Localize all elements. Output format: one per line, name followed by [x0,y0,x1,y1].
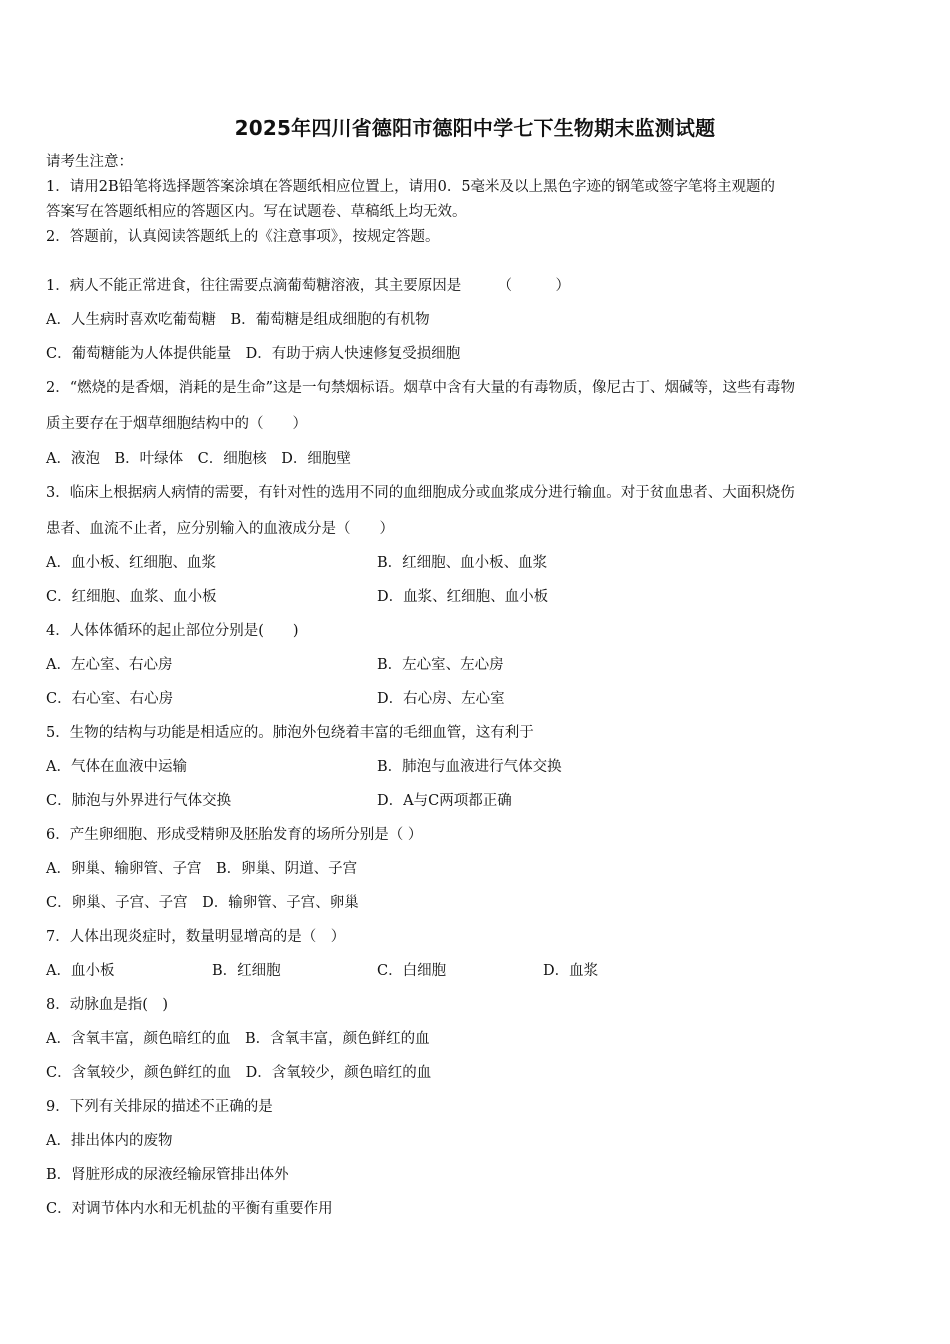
q7-stem: 7．人体出现炎症时，数量明显增高的是（ ） [46,929,346,945]
q3-stem-line-2: 患者、血流不止者，应分别输入的血液成分是（ ） [46,521,394,537]
q4-option-d: D．右心房、左心室 [377,691,505,707]
q9-option-b: B．肾脏形成的尿液经输尿管排出体外 [46,1167,289,1183]
q8-options-ab: A．含氧丰富，颜色暗红的血 B．含氧丰富，颜色鲜红的血 [46,1031,430,1047]
q4-option-b: B．左心室、左心房 [377,657,504,673]
notice-item-2: 2．答题前，认真阅读答题纸上的《注意事项》，按规定答题。 [46,229,440,245]
q5-stem: 5．生物的结构与功能是相适应的。肺泡外包绕着丰富的毛细血管，这有利于 [46,725,534,741]
q9-option-c: C．对调节体内水和无机盐的平衡有重要作用 [46,1201,333,1217]
exam-title: 2025年四川省德阳市德阳中学七下生物期末监测试题 [234,116,716,140]
q9-option-a: A．排出体内的废物 [46,1133,173,1149]
notice-heading: 请考生注意： [46,154,133,170]
q2-options: A．液泡 B．叶绿体 C．细胞核 D．细胞壁 [46,451,351,467]
q5-option-b: B．肺泡与血液进行气体交换 [377,759,562,775]
q7-option-a: A．血小板 [46,963,115,979]
q6-stem: 6．产生卵细胞、形成受精卵及胚胎发育的场所分别是（ ） [46,827,423,843]
q1-stem: 1．病人不能正常进食，往往需要点滴葡萄糖溶液，其主要原因是 （ ） [46,278,570,294]
q7-option-b: B．红细胞 [212,963,281,979]
q4-option-a: A．左心室、右心房 [46,657,173,673]
q7-option-c: C．白细胞 [377,963,447,979]
q7-option-d: D．血浆 [543,963,599,979]
q5-option-d: D．A与C两项都正确 [377,793,512,809]
q2-stem-line-2: 质主要存在于烟草细胞结构中的（ ） [46,416,307,432]
notice-item-1-line-1: 1．请用2B铅笔将选择题答案涂填在答题纸相应位置上，请用0．5毫米及以上黑色字迹的钢笔或签字笔将主观题的 [46,179,776,195]
q1-options-cd: C．葡萄糖能为人体提供能量 D．有助于病人快速修复受损细胞 [46,346,461,362]
q5-option-c: C．肺泡与外界进行气体交换 [46,793,232,809]
q3-stem-line-1: 3．临床上根据病人病情的需要，有针对性的选用不同的血细胞成分或血浆成分进行输血。对于贫血患者、大面积烧伤 [46,485,795,501]
q9-stem: 9．下列有关排尿的描述不正确的是 [46,1099,273,1115]
q8-options-cd: C．含氧较少，颜色鲜红的血 D．含氧较少，颜色暗红的血 [46,1065,432,1081]
q8-stem: 8．动脉血是指( ) [46,997,169,1013]
q3-option-a: A．血小板、红细胞、血浆 [46,555,216,571]
q2-stem-line-1: 2．“燃烧的是香烟，消耗的是生命”这是一句禁烟标语。烟草中含有大量的有毒物质，像尼古丁、烟碱等，这些有毒物 [46,380,796,396]
q1-options-ab: A．人生病时喜欢吃葡萄糖 B．葡萄糖是组成细胞的有机物 [46,312,430,328]
q4-option-c: C．右心室、右心房 [46,691,174,707]
notice-item-1-line-2: 答案写在答题纸相应的答题区内。写在试题卷、草稿纸上均无效。 [46,204,467,220]
q3-option-b: B．红细胞、血小板、血浆 [377,555,548,571]
q3-option-c: C．红细胞、血浆、血小板 [46,589,217,605]
q4-stem: 4．人体体循环的起止部位分别是( ) [46,623,299,639]
q3-option-d: D．血浆、红细胞、血小板 [377,589,549,605]
q5-option-a: A．气体在血液中运输 [46,759,187,775]
q6-options-ab: A．卵巢、输卵管、子宫 B．卵巢、阴道、子宫 [46,861,358,877]
q6-options-cd: C．卵巢、子宫、子宫 D．输卵管、子宫、卵巢 [46,895,359,911]
